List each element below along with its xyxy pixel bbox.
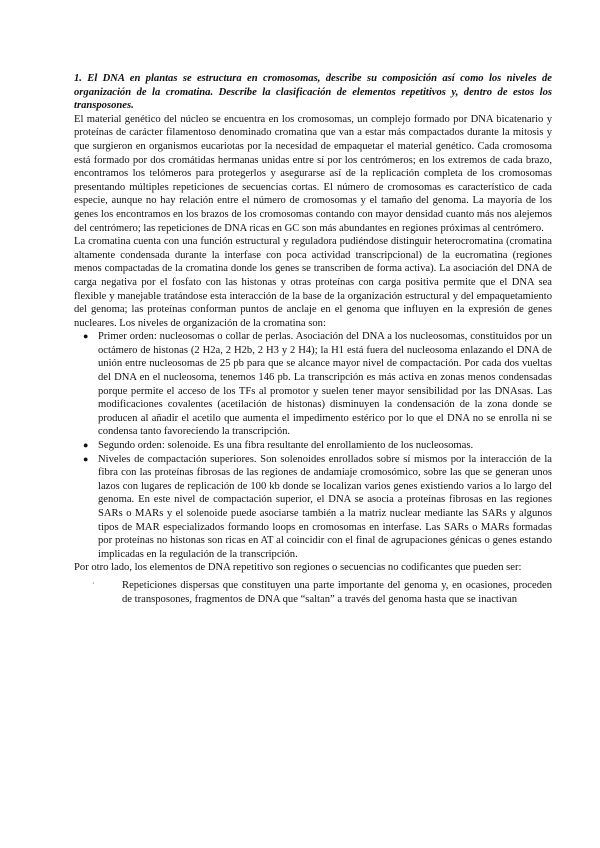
list-item-text: Repeticiones dispersas que constituyen una parte importante del genoma y, en ocasiones, proceden de transposones, fragmentos de DNA que “saltan” a través del genoma hasta que se inactivan bbox=[122, 579, 552, 605]
bullet-icon: · bbox=[92, 578, 95, 588]
list-item bbox=[83, 453, 552, 562]
bullet-icon: ● bbox=[83, 440, 89, 451]
list-item bbox=[74, 579, 552, 606]
paragraph-chromatin: La cromatina cuenta con una función estructural y reguladora pudiéndose distinguir heterocromatina (cromatina altamente condensada durante la interfase con poca actividad transcripcional) de la eucromatina (regiones menos compactadas de la cromatina donde los genes se transcriben de forma activa). La asociación del DNA de carga negativa por el fosfato con las histonas y otras proteínas con carga positiva permite que el DNA sea flexible y manejable tratándose esta interacción de la base de la organización estructural y del empaquetamiento del genoma; las proteínas conforman puntos de anclaje en el genoma que influyen en la expresión de genes nucleares. Los niveles de organización de la cromatina son: bbox=[74, 236, 552, 329]
list-item bbox=[83, 439, 552, 453]
chromatin-levels-list bbox=[74, 330, 552, 561]
question-heading: 1. El DNA en plantas se estructura en cromosomas, describe su composición así como los niveles de organización de la cromatina. Describe la clasificación de elementos repetitivos y, dentro de estos los transposones. bbox=[74, 73, 552, 112]
list-item-text: Segundo orden: solenoide. Es una fibra resultante del enrollamiento de los nucleosomas. bbox=[98, 440, 474, 452]
list-item-text: Primer orden: nucleosomas o collar de perlas. Asociación del DNA a los nucleosomas, constituidos por un octámero de histonas (2 H2a, 2 H2b, 2 H3 y 2 H4); la H1 está fuera del nucleosoma enlazando el DNA de unión entre nucleosomas de 25 pb para que se alcance mayor nivel de compactación. Por cada dos vueltas del DNA en el nucleosoma, tenemos 146 pb. La transcripción es más activa en zonas menos condensadas porque permite el acceso de los TFs al promotor y suelen tener mayor sensibilidad por las DNAsas. Las modificaciones covalentes (acetilación de histonas) disminuyen la condensación de la zona donde se producen al añadir el acetilo que aumenta el impedimento estérico por lo que el DNA no se enrolla ni se condensa tanto favoreciendo la transcripción. bbox=[98, 331, 552, 438]
list-item-text: Niveles de compactación superiores. Son solenoides enrollados sobre sí mismos por la interacción de la fibra con las proteínas fibrosas de las regiones de andamiaje cromosómico, sobre las que se generan unos lazos con lugares de replicación de 100 kb donde se localizan varios genes existiendo varios a lo largo del genoma. En este nivel de compactación superior, el DNA se asocia a proteínas fibrosas en las regiones SARs o MARs y el solenoide puede asociarse también a la matriz nuclear mediante las SARs y algunos tipos de MAR especializados formando loops en cromosomas en interfase. Las SARs o MARs formadas por proteínas no histonas son ricas en AT al coincidir con el final de agrupaciones génicas o genes estando implicadas en la regulación de la transcripción. bbox=[98, 453, 552, 560]
paragraph-chromosomes: El material genético del núcleo se encuentra en los cromosomas, un complejo formado por DNA bicatenario y proteínas de carácter filamentoso denominado cromatina que van a estar más compactados durante la mitosis y que surgieron en organismos eucariotas por la necesidad de empaquetar el material genético. Cada cromosoma está formado por dos cromátidas hermanas unidas entre sí por los centrómeros; en los extremos de cada brazo, encontramos los telómeros para protegerlos y asegurarse así de la replicación completa de los cromosomas presentando múltiples repeticiones de secuencias cortas. El número de cromosomas es característico de cada especie, aunque no hay relación entre el número de cromosomas y el tamaño del genoma. La mayoría de los genes los encontramos en los brazos de los cromosomas contando con mayor densidad cuanto más nos alejemos del centrómero; las repeticiones de DNA ricas en GC son más abundantes en regiones próximas al centrómero. bbox=[74, 113, 552, 234]
list-item bbox=[83, 330, 552, 439]
paragraph-repetitive-dna: Por otro lado, los elementos de DNA repetitivo son regiones o secuencias no codificantes que pueden ser: bbox=[74, 562, 522, 574]
bullet-icon: ● bbox=[83, 331, 89, 342]
bullet-icon: ● bbox=[83, 453, 89, 464]
